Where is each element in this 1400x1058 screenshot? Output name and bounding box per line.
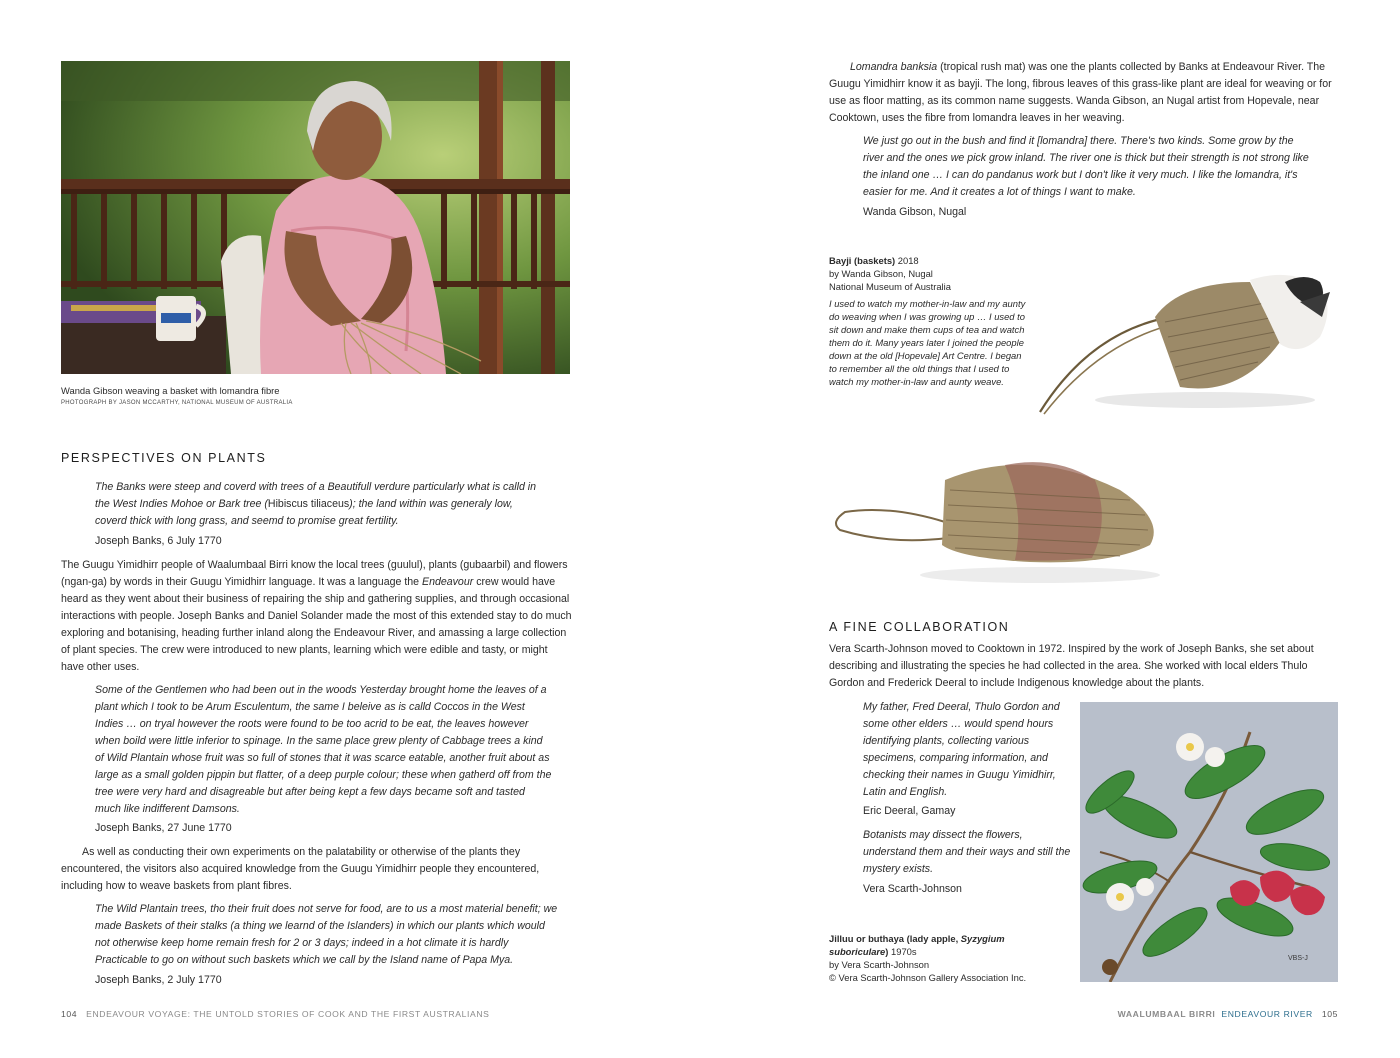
right-footer [1118, 1009, 1338, 1019]
wanda-gibson-quote: We just go out in the bush and find it [lomandra] there. There's two kinds. Some grow by the river and the ones we pick grow inland. The river one is thick but their strength is not strong like the inland one … I can do pandanus work but I don't like it very much. I like the lomandra, it's easier for me. And it creates a lot of things I want to make. [863, 135, 1309, 198]
painting-illustration [1080, 702, 1338, 982]
section-heading-collaboration: A FINE COLLABORATION [829, 620, 1010, 634]
species-epithet: suboriculare [829, 946, 886, 957]
painting-caption [829, 932, 1074, 984]
species-genus: Syzygium [960, 933, 1005, 944]
paragraph-text: (tropical rush mat) was one the plants collected by Banks at Endeavour River. The Guugu Yimidhirr know it as bayji. The long, fibrous leaves of this grass-like plant are ideal for weaving or for use as floor matting, as its common name suggests. Wanda Gibson, an Nugal artist from Hopevale, near Cooktown, uses the fibre from lomandra leaves in her weaving. [829, 61, 1332, 124]
artwork-title: Bayji (baskets) [829, 255, 896, 266]
subsection-name: ENDEAVOUR RIVER [1221, 1009, 1313, 1019]
quote-attribution: Wanda Gibson, Nugal [863, 206, 967, 218]
quote-attribution: Joseph Banks, 2 July 1770 [95, 974, 222, 986]
book-title: ENDEAVOUR VOYAGE: THE UNTOLD STORIES OF COOK AND THE FIRST AUSTRALIANS [86, 1009, 490, 1019]
artist: by Vera Scarth-Johnson [829, 959, 930, 970]
paragraph-text: crew would have heard as they went about their business of repairing the ship and gathering supplies, and through occasional interactions with people. Joseph Banks and Daniel Solander made the most of this extended stay to do much exploring and botanising, heading further inland along the Endeavour River, and amassing a large collection of plant species. The crew were introduced to new plants, learning which were edible and tasty, or might have other uses. [61, 576, 572, 673]
banks-quote-2: Some of the Gentlemen who had been out in the woods Yesterday brought home the leaves of a plant which I took to be Arum Esculentum, the same I beleive as is calld Coccos in the West Indies … on tryal however the roots were found to be too acrid to be eat, the leaves however when boild were little inferior to spinage. In the same place grew plenty of Cabbage trees a kind of Wild Plantain whose fruit was so full of stones that it was scarce eatable, another fruit about as large as a small golden pippin but flatter, of a deep purple colour; these when gatherd off from the tree were very hard and disagreable but after being kept a few days became soft and tasted much like indifferent Damsons. [95, 684, 552, 815]
title-text: Jilluu or buthaya (lady apple, [829, 933, 961, 944]
page-number: 105 [1321, 1009, 1338, 1019]
basket-image-upright [1030, 262, 1350, 422]
banks-quote-1 [95, 479, 545, 530]
artist: by Wanda Gibson, Nugal [829, 268, 933, 279]
photo-credit: PHOTOGRAPH BY JASON MCCARTHY, NATIONAL MUSEUM OF AUSTRALIA [61, 400, 293, 406]
section-name: WAALUMBAAL BIRRI [1117, 1009, 1216, 1019]
quote-text: The Banks were steep and coverd with trees of a Beautifull verdure particularly what is calld in the West Indies Mohoe or Bark tree ( [95, 481, 537, 510]
vera-quote: Botanists may dissect the flowers, understand them and their ways and still the mystery exists. [863, 829, 1071, 875]
species-name: Lomandra banksia [850, 61, 938, 73]
body-paragraph [61, 557, 572, 676]
banks-quote-3: The Wild Plantain trees, tho their fruit does not serve for food, are to us a most material benefit; we made Baskets of their stalks (a thing we learnd of the Islanders) in which our plants which would not otherwise keep home remain fresh for 2 or 3 days; indeed in a hot climate it is hardly Practicable to go on without such baskets which we call by the Island name of Papa Mya. [95, 903, 558, 966]
wanda-gibson-photo [61, 61, 570, 374]
copyright: © Vera Scarth-Johnson Gallery Association Inc. [829, 972, 1027, 983]
quote-attribution: Joseph Banks, 27 June 1770 [95, 822, 232, 834]
page-number: 104 [61, 1009, 78, 1019]
photo-caption: Wanda Gibson weaving a basket with lomandra fibre [61, 385, 280, 396]
species-name: Hibiscus tiliaceus [267, 498, 350, 510]
photo-illustration [61, 61, 570, 374]
quote-attribution: Joseph Banks, 6 July 1770 [95, 535, 222, 547]
left-footer [61, 1009, 489, 1019]
quote-text: ); the land within was generaly low, coverd thick with long grass, and seemd to promise great fertility. [95, 498, 513, 527]
section-heading-perspectives: PERSPECTIVES ON PLANTS [61, 451, 267, 465]
quote-attribution: Vera Scarth-Johnson [863, 883, 962, 895]
title-text: ) [885, 946, 889, 957]
basket-image-lying [830, 450, 1170, 590]
artwork-year: 1970s [888, 946, 917, 957]
collection: National Museum of Australia [829, 281, 951, 292]
artwork-year: 2018 [895, 255, 919, 266]
basket-caption [829, 254, 1029, 388]
body-paragraph: As well as conducting their own experiments on the palatability or otherwise of the plants they encountered, the visitors also acquired knowledge from the Guugu Yimidhirr people they encountered, including how to weave baskets from plant fibres. [61, 846, 540, 892]
intro-paragraph [829, 59, 1339, 127]
lady-apple-painting [1080, 702, 1338, 982]
paragraph-text: The Guugu Yimidhirr people of Waalumbaal Birri know the local trees (guulul), plants (gubaarbil) and flowers (ngan-ga) by words in their Guugu Yimidhirr language. It was a language the [61, 559, 568, 588]
body-paragraph: Vera Scarth-Johnson moved to Cooktown in 1972. Inspired by the work of Joseph Banks, she set about describing and illustrating the species he had collected in the area. She worked with local elders Thulo Gordon and Frederick Deeral to include Indigenous knowledge about the plants. [829, 643, 1314, 689]
eric-deeral-quote: My father, Fred Deeral, Thulo Gordon and some other elders … would spend hours identifying plants, collecting various specimens, comparing information, and checking their names in Guugu Yimidhirr, Latin and English. [863, 701, 1060, 798]
artist-quote: I used to watch my mother-in-law and my aunty do weaving when I was growing up … I used to sit down and make them cups of tea and watch them do it. Many years later I joined the people down at the old [Hopevale] Art Centre. I began to remember all the old things that I used to watch my mother-in-law and aunty weave. [829, 298, 1026, 387]
ship-name: Endeavour [422, 576, 474, 588]
artwork-title [829, 933, 1005, 944]
quote-attribution: Eric Deeral, Gamay [863, 805, 956, 817]
artist-signature: VBS-J [1288, 955, 1308, 962]
